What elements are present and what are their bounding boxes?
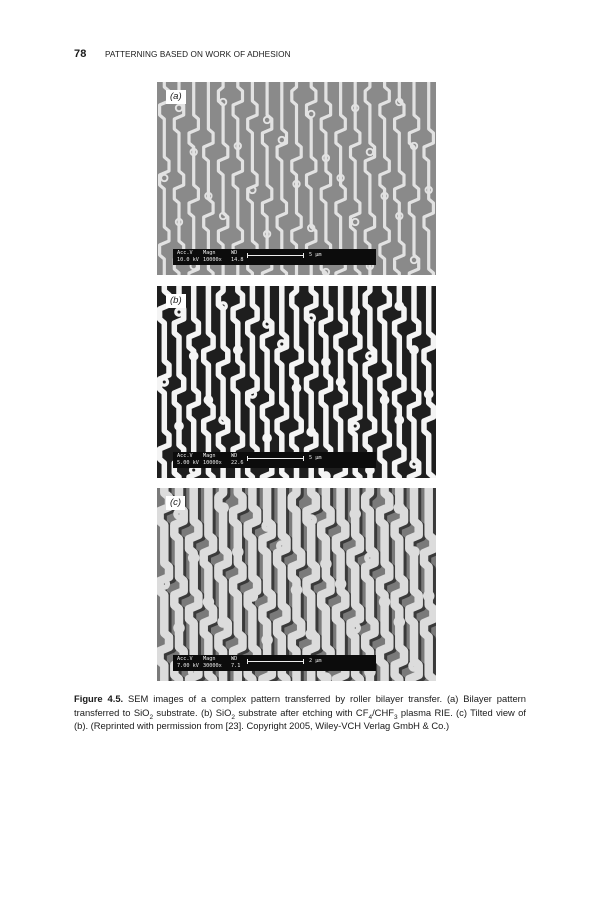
sem-pattern-a — [157, 82, 436, 275]
wd-label: WD — [231, 453, 238, 459]
caption-text-1: SEM images of a complex pattern transferred by roller bilayer transfer. (a) Bilayer pattern transferred to SiO — [74, 693, 526, 718]
panel-label-c: (c) — [166, 496, 185, 510]
caption-text-4: /CHF — [372, 706, 394, 718]
scale-bar — [247, 659, 304, 664]
wd-value: 7.1 — [231, 663, 241, 669]
caption-text-5: plasma RIE. (c) Tilted view of (b). (Reprinted with permission from [23]. Copyright 2005, Wiley-VCH Verlag GmbH & Co.) — [74, 706, 526, 732]
magn-value: 30000x — [203, 663, 222, 669]
sem-image-b — [157, 286, 436, 478]
wd-label: WD — [231, 250, 238, 256]
caption-sub-4: 3 — [393, 713, 398, 721]
magn-label: Magn — [203, 250, 216, 256]
caption-text-3: substrate after etching with CF — [235, 706, 369, 718]
sem-pattern-b — [157, 286, 436, 478]
sem-databar-a — [173, 249, 376, 265]
page-header — [74, 48, 534, 62]
scale-label: 5 μm — [309, 252, 322, 258]
scale-label: 2 μm — [309, 658, 322, 664]
magn-label: Magn — [203, 656, 216, 662]
sem-databar-c — [173, 655, 376, 671]
magn-label: Magn — [203, 453, 216, 459]
sem-databar-b — [173, 452, 376, 468]
acc-v-value: 10.0 kV — [177, 257, 199, 263]
sem-image-c — [157, 488, 436, 681]
acc-v-value: 7.00 kV — [177, 663, 199, 669]
scale-bar — [247, 253, 304, 258]
acc-v-label: Acc.V — [177, 250, 193, 256]
sem-pattern-c — [157, 488, 436, 681]
panel-label-a: (a) — [166, 90, 186, 104]
magn-value: 10000x — [203, 460, 222, 466]
figure-caption — [74, 692, 526, 733]
caption-sub-1: 2 — [149, 713, 154, 721]
page-number: 78 — [74, 48, 87, 60]
acc-v-label: Acc.V — [177, 656, 193, 662]
caption-sub-2: 2 — [231, 713, 235, 721]
scale-bar — [247, 456, 304, 461]
running-title: PATTERNING BASED ON WORK OF ADHESION — [104, 50, 291, 59]
magn-value: 10000x — [203, 257, 222, 263]
acc-v-value: 5.00 kV — [177, 460, 199, 466]
caption-sub-3: 4 — [368, 713, 373, 721]
acc-v-label: Acc.V — [177, 453, 193, 459]
scale-label: 5 μm — [309, 455, 322, 461]
wd-value: 14.8 — [231, 257, 244, 263]
wd-value: 22.6 — [231, 460, 244, 466]
figure-label: Figure 4.5. — [74, 693, 124, 704]
sem-image-a — [157, 82, 436, 275]
panel-label-b: (b) — [166, 294, 186, 308]
wd-label: WD — [231, 656, 238, 662]
caption-text-2: substrate. (b) SiO — [153, 706, 232, 718]
